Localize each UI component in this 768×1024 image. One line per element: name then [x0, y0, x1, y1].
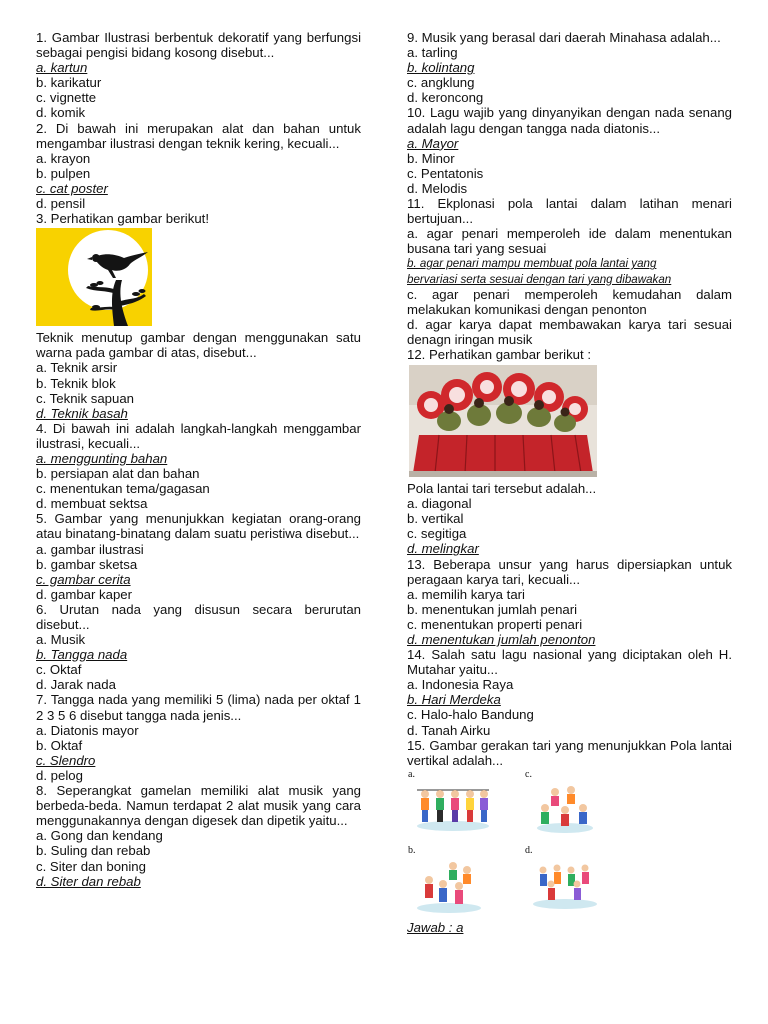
question-3: [36, 211, 361, 421]
question-text: 11. Ekplonasi pola lantai dalam latihan menari bertujuan...: [407, 196, 732, 227]
option: d. Melodis: [407, 180, 468, 196]
answer-option: d. menentukan jumlah penonton: [407, 632, 596, 647]
answer-option: b. Hari Merdeka: [407, 692, 501, 708]
option: d. komik: [36, 105, 86, 121]
option: a. Diatonis mayor: [36, 722, 139, 738]
option: a. Gong dan kendang: [36, 828, 163, 844]
option: c. segitiga: [407, 526, 467, 542]
option: c. vignette: [36, 90, 97, 106]
option: b. Suling dan rebab: [36, 843, 151, 859]
answer-key: Jawab : a: [407, 919, 464, 935]
question-text: 5. Gambar yang menunjukkan kegiatan orang-orang atau binatang-binatang dalam suatu peristiwa disebut...: [36, 511, 361, 542]
option: c. menentukan tema/gagasan: [36, 481, 210, 497]
question-12: [407, 347, 732, 557]
bird-on-branch-illustration: [36, 228, 152, 326]
dancers-photo: [409, 365, 597, 477]
question-11: [407, 196, 732, 347]
question-10: [407, 105, 732, 196]
option-letter: c.: [525, 768, 532, 780]
option: b. karikatur: [36, 75, 102, 91]
option-letter: d.: [525, 844, 533, 856]
answer-option-continued: bervariasi serta sesuai dengan tari yang dibawakan: [407, 272, 672, 286]
question-text: Teknik menutup gambar dengan menggunakan satu warna pada gambar di atas, disebut...: [36, 330, 361, 361]
question-text: 1. Gambar Ilustrasi berbentuk dekoratif yang berfungsi sebagai pengisi bidang kosong disebut...: [36, 30, 361, 61]
option: a. Indonesia Raya: [407, 677, 514, 693]
option: d. agar karya dapat membawakan karya tari sesuai denagn iringan musik: [407, 316, 732, 347]
option: c. Halo-halo Bandung: [407, 707, 534, 723]
option: d. Jarak nada: [36, 677, 116, 693]
option: d. Tanah Airku: [407, 722, 491, 738]
option: a. krayon: [36, 150, 91, 166]
question-intro: 12. Perhatikan gambar berikut :: [407, 346, 591, 362]
option: c. Oktaf: [36, 662, 82, 678]
answer-option: a. menggunting bahan: [36, 450, 168, 466]
answer-option: d. melingkar: [407, 541, 479, 557]
answer-option: d. Siter dan rebab: [36, 873, 141, 889]
question-15: [407, 738, 732, 935]
option: c. Teknik sapuan: [36, 390, 134, 406]
question-text: 2. Di bawah ini merupakan alat dan bahan untuk mengambar ilustrasi dengan teknik kering, kecuali...: [36, 120, 361, 151]
option: d. keroncong: [407, 90, 484, 106]
option: b. persiapan alat dan bahan: [36, 466, 200, 482]
right-column: [407, 30, 732, 935]
question-7: [36, 692, 361, 783]
option: a. agar penari memperoleh ide dalam menentukan busana tari yang sesuai: [407, 226, 732, 257]
option: b. gambar sketsa: [36, 556, 138, 572]
question-14: [407, 647, 732, 738]
answer-option: b. Tangga nada: [36, 647, 128, 663]
option-letter: b.: [408, 844, 416, 856]
option: a. Teknik arsir: [36, 360, 118, 376]
option: d. pelog: [36, 767, 83, 783]
option: d. membuat sektsa: [36, 496, 148, 512]
option: b. Oktaf: [36, 737, 83, 753]
question-text: 14. Salah satu lagu nasional yang diciptakan oleh H. Mutahar yaitu...: [407, 647, 732, 678]
option: a. gambar ilustrasi: [36, 541, 144, 557]
answer-option: a. Mayor: [407, 135, 459, 151]
picture-options: [407, 770, 607, 920]
question-4: [36, 421, 361, 512]
question-text: 7. Tangga nada yang memiliki 5 (lima) nada per oktaf 1 2 3 5 6 disebut tangga nada jenis...: [36, 692, 361, 723]
option: d. pensil: [36, 196, 86, 212]
option: c. Pentatonis: [407, 165, 484, 181]
question-text: 15. Gambar gerakan tari yang menunjukkan Pola lantai vertikal adalah...: [407, 737, 732, 768]
option: a. diagonal: [407, 496, 472, 512]
option-letter: a.: [408, 768, 415, 780]
children-dance-illustration: [413, 782, 493, 832]
option: b. vertikal: [407, 511, 464, 527]
option: c. angklung: [407, 75, 475, 91]
question-13: [407, 557, 732, 648]
option: b. menentukan jumlah penari: [407, 601, 578, 617]
option: c. agar penari memperoleh kemudahan dalam melakukan komunikasi dengan penonton: [407, 286, 732, 317]
question-text: 9. Musik yang berasal dari daerah Minahasa adalah...: [407, 30, 721, 45]
option: a. Musik: [36, 632, 86, 648]
option: b. pulpen: [36, 165, 91, 181]
answer-option: c. cat poster: [36, 180, 108, 196]
question-5: [36, 511, 361, 602]
answer-option: c. gambar cerita: [36, 571, 131, 587]
answer-option: b. kolintang: [407, 60, 475, 76]
question-1: [36, 30, 361, 121]
question-text: 13. Beberapa unsur yang harus dipersiapkan untuk peragaan karya tari, kecuali...: [407, 556, 732, 587]
option: b. Minor: [407, 150, 455, 166]
question-6: [36, 602, 361, 693]
question-intro: 3. Perhatikan gambar berikut!: [36, 211, 209, 227]
question-text: 4. Di bawah ini adalah langkah-langkah menggambar ilustrasi, kecuali...: [36, 420, 361, 451]
question-text: 10. Lagu wajib yang dinyanyikan dengan nada senang adalah lagu dengan tangga nada diatonis...: [407, 105, 732, 136]
answer-option: a. kartun: [36, 60, 88, 76]
answer-option: d. Teknik basah: [36, 405, 128, 421]
question-text: Pola lantai tari tersebut adalah...: [407, 481, 597, 497]
children-dance-illustration: [529, 856, 601, 912]
option: b. Teknik blok: [36, 375, 116, 391]
left-column: [36, 30, 361, 889]
question-9: [407, 30, 732, 105]
option: a. tarling: [407, 45, 458, 61]
question-text: 8. Seperangkat gamelan memiliki alat musik yang berbeda-beda. Namun terdapat 2 alat musik yang cara menggunakannya dengan digesek dan dipetik yaitu...: [36, 783, 361, 829]
answer-option: b. agar penari mampu membuat pola lantai yang: [407, 257, 657, 271]
option: c. menentukan properti penari: [407, 616, 583, 632]
answer-option: c. Slendro: [36, 752, 96, 768]
question-8: [36, 783, 361, 889]
option: c. Siter dan boning: [36, 858, 146, 874]
option: d. gambar kaper: [36, 586, 133, 602]
children-dance-illustration: [533, 782, 597, 834]
children-dance-illustration: [413, 858, 485, 914]
option: a. memilih karya tari: [407, 586, 525, 602]
question-2: [36, 121, 361, 212]
question-text: 6. Urutan nada yang disusun secara berurutan disebut...: [36, 601, 361, 632]
